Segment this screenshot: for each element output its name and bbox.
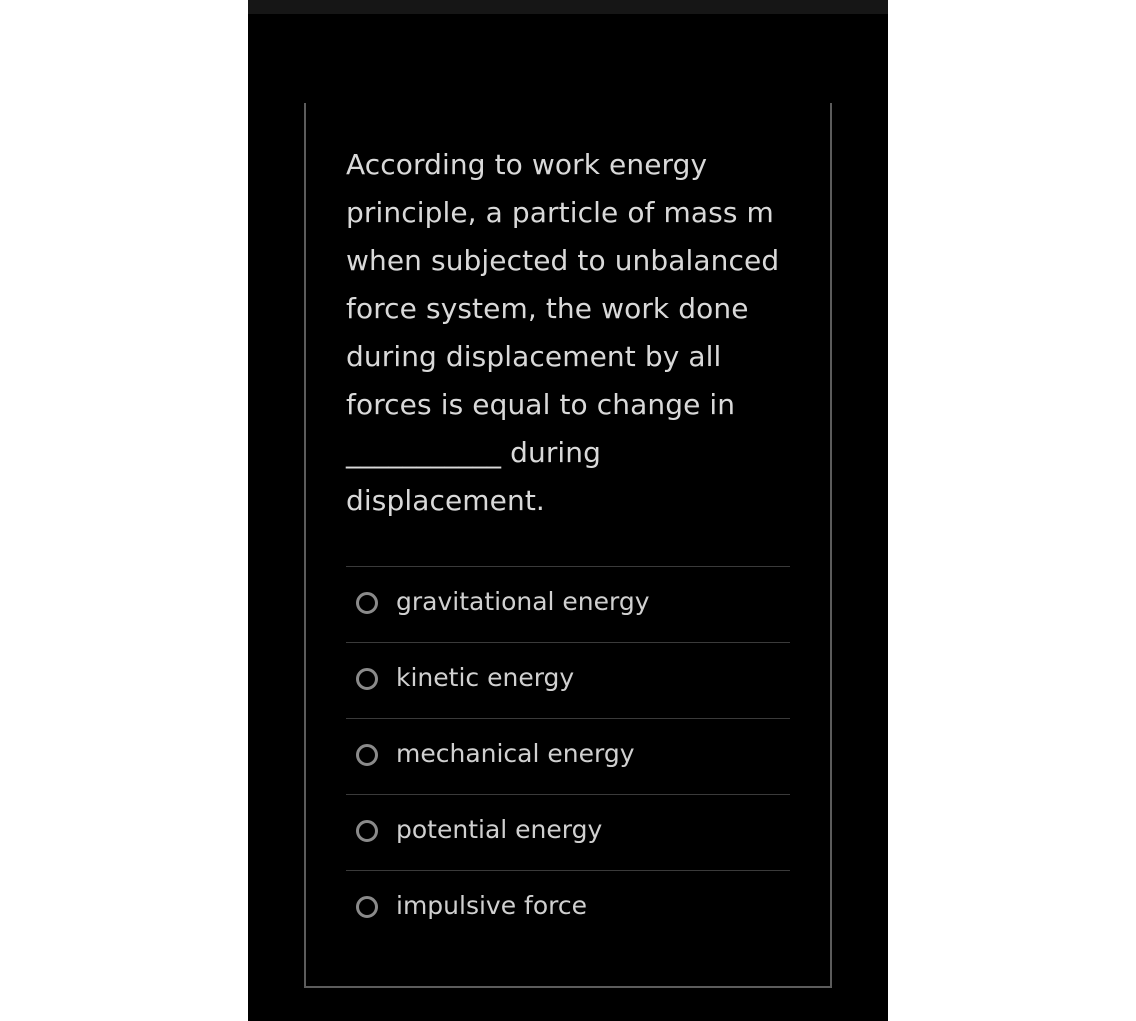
option-label: gravitational energy [396,587,650,616]
question-text: According to work energy principle, a particle of mass m when subjected to unbalanced force system, the work done during displacement by all forces is equal to change in ___________ during displacement. [346,148,780,517]
option-impulsive-force[interactable] [346,870,790,946]
answer-options [346,566,790,946]
quiz-screen [248,0,888,1021]
option-label: impulsive force [396,891,588,920]
option-potential-energy[interactable] [346,794,790,870]
question-card [304,103,832,988]
option-label: kinetic energy [396,663,575,692]
option-kinetic-energy[interactable] [346,642,790,718]
radio-button-icon[interactable] [356,592,378,614]
radio-button-icon[interactable] [356,820,378,842]
option-gravitational-energy[interactable] [346,566,790,642]
radio-button-icon[interactable] [356,744,378,766]
radio-button-icon[interactable] [356,896,378,918]
option-label: mechanical energy [396,739,635,768]
radio-button-icon[interactable] [356,668,378,690]
top-bar [248,0,888,14]
option-mechanical-energy[interactable] [346,718,790,794]
option-label: potential energy [396,815,603,844]
